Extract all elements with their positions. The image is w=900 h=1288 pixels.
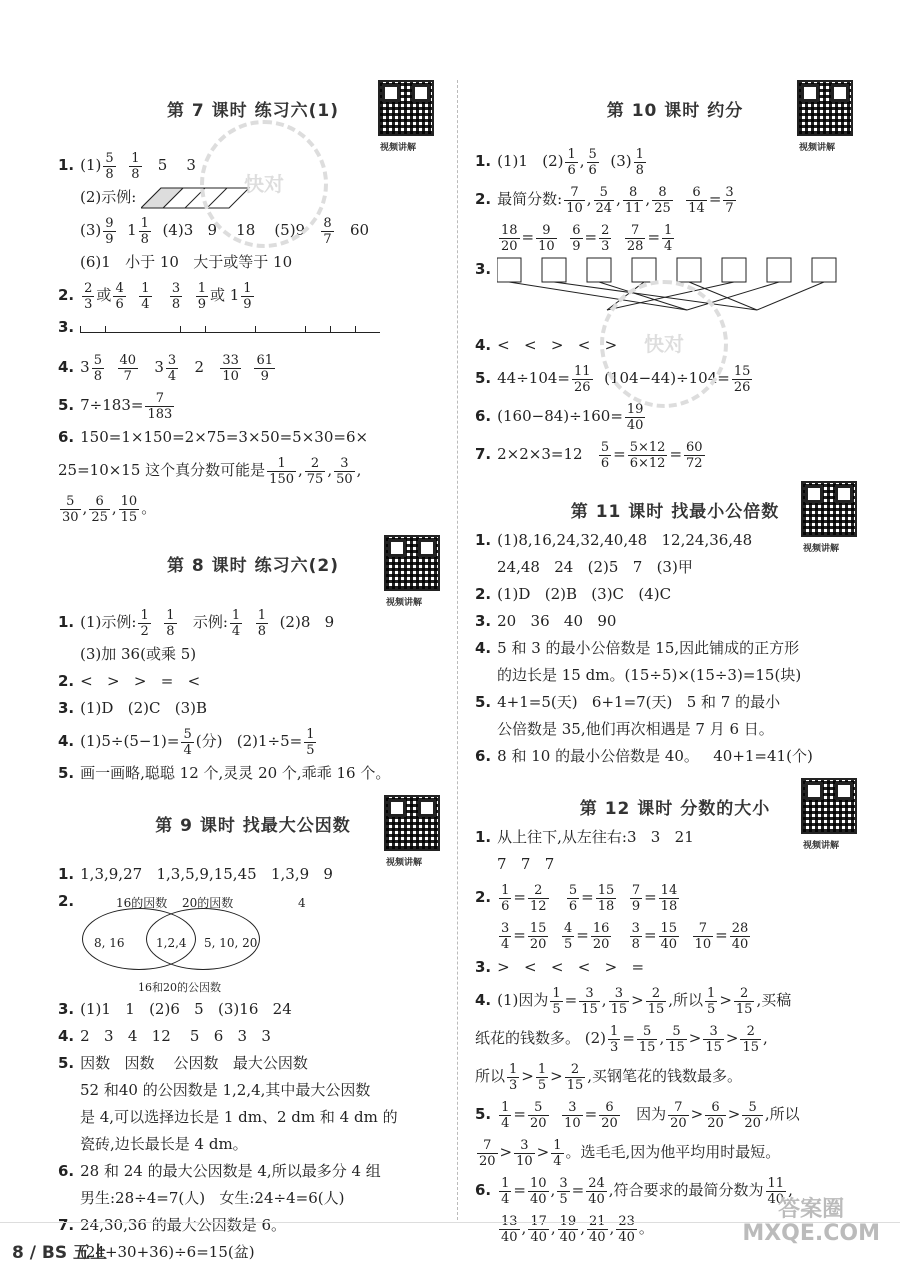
answer-line: 24,48 24 (2)5 7 (3)甲	[497, 558, 693, 576]
answer-line: $\frac{13}{40}$ , $\frac{17}{40}$ , $\frac{19}{40}$ , $\frac{21}{40}$ , $\frac{23}{40}$ 。	[501, 1213, 654, 1245]
venn-diagram	[78, 890, 338, 994]
answer-line: 1. (1)1 (2) $\frac{1}{6}$ , $\frac{5}{6}$ (3) $\frac{1}{8}$	[475, 146, 644, 178]
answer-line: 1. (1) $\frac{5}{8}$ $\frac{1}{8}$ 5 3	[58, 150, 196, 182]
section-8-title: 第 8 课时 练习六(2)	[167, 556, 339, 576]
section-8-header	[58, 527, 448, 608]
answer-line: 6. 28 和 24 的最大公因数是 4,所以最多分 4 组	[58, 1162, 381, 1180]
answer-line: 1. 从上往下,从左往右:3 3 21	[475, 828, 694, 846]
qr-caption: 视频讲解	[386, 598, 423, 608]
section-11-title: 第 11 课时 找最小公倍数	[570, 502, 780, 522]
answer-line: 4. (1)5÷(5−1)= $\frac{5}{4}$ (分) (2)1÷5= $\frac{1}{5}$	[58, 726, 315, 758]
answer-line: 4. 2 3 4 12 5 6 3 3	[58, 1027, 271, 1045]
answer-line: (24+30+36)÷6=15(盆)	[80, 1243, 255, 1261]
answer-line: 4. 3 $\frac{5}{8}$ $\frac{40}{7}$ 3 $\frac{3}{4}$ 2 $\frac{33}{10}$ $\frac{61}{9}$	[58, 352, 273, 384]
answer-line: 5. 因数 因数 公因数 最大公因数	[58, 1054, 308, 1072]
answer-line: 2. (1)D (2)B (3)C (4)C	[475, 585, 672, 603]
answer-line: (2)示例:	[58, 184, 448, 211]
answer-line: 6. (160−84)÷160= $\frac{19}{40}$	[475, 401, 644, 433]
answer-line: 2. < > > = <	[58, 672, 201, 690]
answer-line: 4. (1)因为 $\frac{1}{5}$ = $\frac{3}{15}$ , $\frac{3}{15}$ > $\frac{2}{15}$ ,所以 $\frac{1}{5}$ > $\frac{2}{15}$ ,买稿	[475, 985, 792, 1017]
answer-line: (6)1 小于 10 大于或等于 10	[80, 253, 293, 271]
section-7-title: 第 7 课时 练习六(1)	[167, 101, 339, 121]
section-10-header	[475, 72, 875, 153]
answer-line: 4. 5 和 3 的最小公倍数是 15,因此铺成的正方形	[475, 639, 800, 657]
section-7-header	[58, 72, 448, 153]
number-line	[80, 314, 380, 344]
qr-code-icon[interactable]	[801, 481, 857, 537]
section-12-title: 第 12 课时 分数的大小	[579, 799, 771, 819]
answer-line: 1. (1)8,16,24,32,40,48 12,24,36,48	[475, 531, 753, 549]
qr-code-icon[interactable]	[801, 778, 857, 834]
answer-line: 6. 8 和 10 的最小公倍数是 40。 40+1=41(个)	[475, 747, 813, 765]
venn-left-label: 16的因数	[116, 896, 168, 910]
answer-line: $\frac{3}{4}$ = $\frac{15}{20}$ $\frac{4}{5}$ = $\frac{16}{20}$ $\frac{3}{8}$ = $\frac{15}{40}$ $\frac{7}{10}$ = $\frac{28}{40}$	[501, 920, 749, 952]
answer-line: 男生:28÷4=7(人) 女生:24÷4=6(人)	[80, 1189, 345, 1207]
answer-line: $\frac{5}{30}$ , $\frac{6}{25}$ , $\frac{10}{15}$ 。	[62, 493, 157, 525]
answer-line: 4. < < > < >	[475, 336, 618, 354]
answer-line: 3. (1)1 1 (2)6 5 (3)16 24	[58, 1000, 292, 1018]
section-9-title: 第 9 课时 找最大公因数	[155, 816, 351, 836]
section-10-title: 第 10 课时 约分	[606, 101, 744, 121]
site-watermark	[742, 1198, 880, 1246]
answer-line: 2. 最简分数: $\frac{7}{10}$ , $\frac{5}{24}$ , $\frac{8}{11}$ , $\frac{8}{25}$ $\frac{6}{14}$ = $\frac{3}{7}$	[475, 184, 734, 216]
answer-line: (3) $\frac{9}{9}$ 1 $\frac{1}{8}$ (4)3 9 18 (5)9 $\frac{8}{7}$ 60	[80, 215, 370, 247]
column-divider	[457, 80, 458, 1220]
venn-bottom-label: 16和20的公因数	[138, 981, 221, 994]
answer-line: 7. 24,30,36 的最大公因数是 6。	[58, 1216, 287, 1234]
left-column	[58, 72, 448, 1266]
answer-line: 纸花的钱数多。 (2) $\frac{1}{3}$ = $\frac{5}{15}$ , $\frac{5}{15}$ > $\frac{3}{15}$ > $\frac{2}{15}$ ,	[475, 1023, 768, 1055]
answer-line: 3.	[58, 314, 448, 348]
answer-line: 5. $\frac{1}{4}$ = $\frac{5}{20}$ $\frac{3}{10}$ = $\frac{6}{20}$ 因为 $\frac{7}{20}$ > $\frac{6}{20}$ > $\frac{5}{20}$ ,所以	[475, 1099, 800, 1131]
answer-line: 瓷砖,边长最长是 4 dm。	[80, 1135, 248, 1153]
venn-right-values: 5, 10, 20	[204, 936, 258, 950]
answer-line: 2. $\frac{1}{6}$ = $\frac{2}{12}$ $\frac{5}{6}$ = $\frac{15}{18}$ $\frac{7}{9}$ = $\frac{14}{18}$	[475, 882, 678, 914]
watermark-top: 答案圈	[778, 1197, 845, 1222]
answer-line: 5. 44÷104= $\frac{11}{26}$ (104−44)÷104= $\frac{15}{26}$	[475, 363, 751, 395]
answer-line: 5. 4+1=5(天) 6+1=7(天) 5 和 7 的最小	[475, 693, 781, 711]
qr-caption: 视频讲解	[386, 858, 423, 868]
answer-line: $\frac{18}{20}$ = $\frac{9}{10}$ $\frac{6}{9}$ = $\frac{2}{3}$ $\frac{7}{28}$ = $\frac{1}{4}$	[501, 222, 673, 254]
answer-line: 1. (1)示例: $\frac{1}{2}$ $\frac{1}{8}$ 示例: $\frac{1}{4}$ $\frac{1}{8}$ (2)8 9	[58, 607, 335, 639]
answer-line: (3)加 36(或乘 5)	[80, 645, 197, 663]
stamp-watermark: 快对	[600, 280, 728, 408]
qr-code-icon[interactable]	[384, 795, 440, 851]
qr-code-icon[interactable]	[797, 80, 853, 136]
answer-line: 1. 1,3,9,27 1,3,5,9,15,45 1,3,9 9	[58, 865, 333, 883]
answer-line: 是 4,可以选择边长是 1 dm、2 dm 和 4 dm 的	[80, 1108, 398, 1126]
answer-line: 6. $\frac{1}{4}$ = $\frac{10}{40}$ , $\frac{3}{5}$ = $\frac{24}{40}$ ,符合要求的最简分数为 $\frac{11}{40}$ ,	[475, 1175, 793, 1207]
answer-line: 7. 2×2×3=12 $\frac{5}{6}$ = $\frac{5\times 12}{6\times 12}$ = $\frac{60}{72}$	[475, 439, 703, 471]
qr-caption: 视频讲解	[803, 544, 840, 554]
qr-caption: 视频讲解	[799, 143, 836, 153]
stamp-watermark: 快对	[200, 120, 328, 248]
answer-line: 25=10×15 这个真分数可能是 $\frac{1}{150}$ , $\frac{2}{75}$ , $\frac{3}{50}$ ,	[58, 455, 362, 487]
qr-code-icon[interactable]	[384, 535, 440, 591]
watermark-bottom: MXQE.COM	[742, 1221, 880, 1246]
answer-line: 7 7 7	[497, 855, 555, 873]
answer-line: 3. 20 36 40 90	[475, 612, 617, 630]
answer-line: 2. 16的因数 20的因数 4 8, 16 1,2,4 5, 10, 20 16和20的公因数	[58, 888, 448, 996]
qr-caption: 视频讲解	[380, 143, 417, 153]
answer-line: 的边长是 15 dm。(15÷5)×(15÷3)=15(块)	[497, 666, 802, 684]
answer-line: 52 和40 的公因数是 1,2,4,其中最大公因数	[80, 1081, 371, 1099]
right-column	[475, 72, 875, 1247]
qr-caption: 视频讲解	[803, 841, 840, 851]
venn-middle-values: 1,2,4	[156, 936, 187, 950]
venn-left-values: 8, 16	[94, 936, 125, 950]
answer-line: $\frac{7}{20}$ > $\frac{3}{10}$ > $\frac{1}{4}$ 。选毛毛,因为他平均用时最短。	[479, 1137, 781, 1169]
answer-line: 3. (1)D (2)C (3)B	[58, 699, 208, 717]
venn-right-label: 20的因数	[182, 896, 234, 910]
answer-line: 6. 150=1×150=2×75=3×50=5×30=6×	[58, 428, 369, 446]
page-number: 8 / BS 五上	[12, 1243, 107, 1263]
venn-extra: 4	[298, 896, 306, 910]
answer-line: 5. 7÷183= $\frac{7}{183}$	[58, 390, 173, 422]
section-9-header	[58, 787, 448, 868]
answer-line: 2. $\frac{2}{3}$ 或 $\frac{4}{6}$ $\frac{1}{4}$ $\frac{3}{8}$ $\frac{1}{9}$ 或 1 $\frac{1}{9}$	[58, 280, 252, 312]
answer-line: 公倍数是 35,他们再次相遇是 7 月 6 日。	[497, 720, 774, 738]
answer-line: 3. > < < < > =	[475, 958, 645, 976]
answer-line: 3.	[475, 256, 875, 332]
qr-code-icon[interactable]	[378, 80, 434, 136]
answer-line: 所以 $\frac{1}{3}$ > $\frac{1}{5}$ > $\frac{2}{15}$ ,买钢笔花的钱数最多。	[475, 1061, 743, 1093]
answer-line: 5. 画一画略,聪聪 12 个,灵灵 20 个,乖乖 16 个。	[58, 764, 391, 782]
